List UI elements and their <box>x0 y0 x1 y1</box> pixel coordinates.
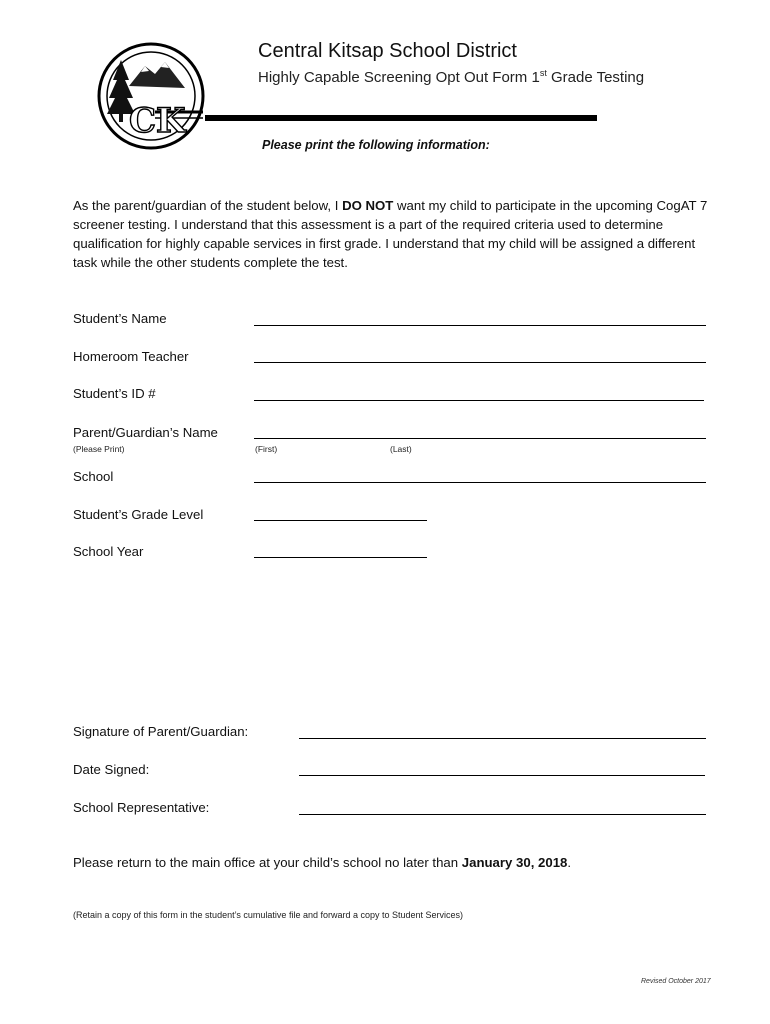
return-instruction: Please return to the main office at your child’s school no later than January 30, 2018. <box>73 855 572 870</box>
parent-name-label: Parent/Guardian’s Name <box>73 425 218 440</box>
student-name-line[interactable] <box>254 325 706 326</box>
grade-level-label: Student’s Grade Level <box>73 507 204 522</box>
instruction-text: Please print the following information: <box>262 138 490 152</box>
school-label: School <box>73 469 114 484</box>
school-year-label: School Year <box>73 544 144 559</box>
district-logo <box>95 40 207 152</box>
last-name-note: (Last) <box>390 444 412 454</box>
please-print-note: (Please Print) <box>73 444 125 454</box>
parent-signature-label: Signature of Parent/Guardian: <box>73 724 249 739</box>
school-year-line[interactable] <box>254 557 427 558</box>
school-line[interactable] <box>254 482 706 483</box>
grade-level-line[interactable] <box>254 520 427 521</box>
logo-letters: CK <box>129 101 186 141</box>
homeroom-teacher-line[interactable] <box>254 362 706 363</box>
opt-out-statement: As the parent/guardian of the student below, I DO NOT want my child to participate in the upcoming CogAT 7 screener testing. I understand that this assessment is a part of the required criteria used to determine qualification for highly capable services in first grade. I understand that my child will be assigned a different task while the other students complete the test. <box>73 198 708 270</box>
student-id-label: Student’s ID # <box>73 386 156 401</box>
date-signed-label: Date Signed: <box>73 762 150 777</box>
revision-date: Revised October 2017 <box>641 978 711 985</box>
student-name-label: Student’s Name <box>73 311 167 326</box>
retain-note: (Retain a copy of this form in the student’s cumulative file and forward a copy to Student Services) <box>73 910 464 920</box>
parent-signature-line[interactable] <box>299 738 706 739</box>
header-divider <box>205 115 597 121</box>
page-title: Central Kitsap School District <box>258 40 517 62</box>
homeroom-teacher-label: Homeroom Teacher <box>73 349 189 364</box>
school-rep-line[interactable] <box>299 814 706 815</box>
school-rep-label: School Representative: <box>73 800 210 815</box>
student-id-line[interactable] <box>254 400 704 401</box>
page-subtitle: Highly Capable Screening Opt Out Form 1st Grade Testing <box>258 68 645 86</box>
parent-name-line[interactable] <box>254 438 706 439</box>
first-name-note: (First) <box>255 444 278 454</box>
date-signed-line[interactable] <box>299 775 705 776</box>
